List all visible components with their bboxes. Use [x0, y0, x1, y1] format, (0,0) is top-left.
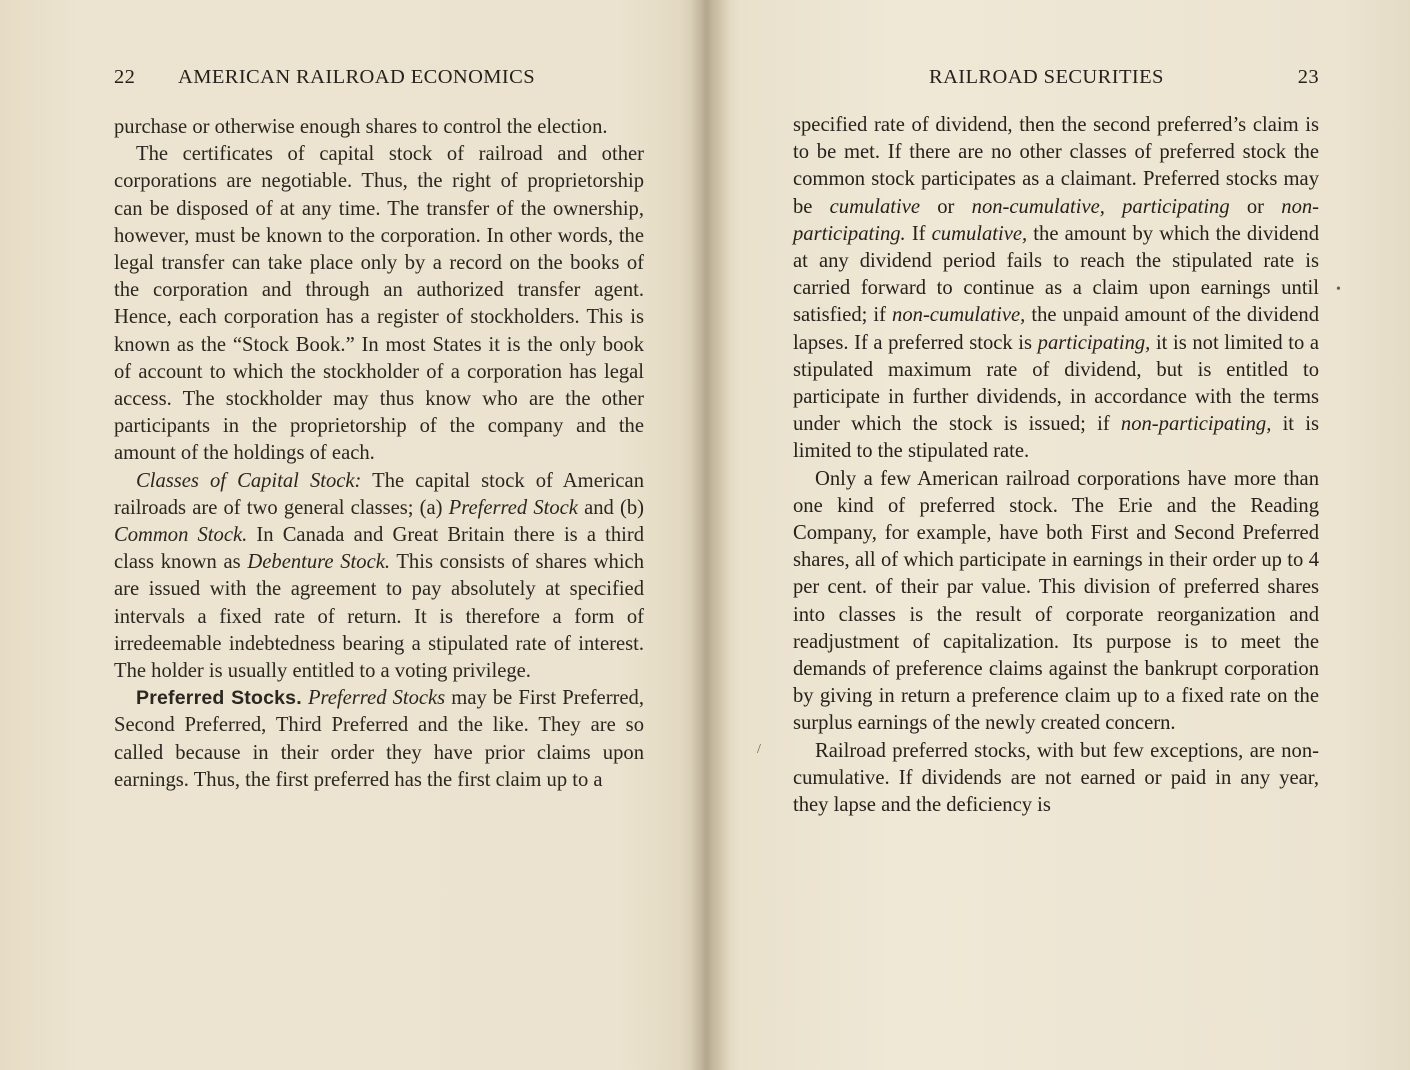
right-p1-italic-3: non-participating.	[793, 195, 1320, 245]
right-p1-text-8: it is limited to the stipulated rate.	[793, 413, 1319, 463]
left-body-text	[114, 114, 644, 794]
book-gutter	[680, 0, 730, 1070]
margin-dot: •	[1336, 282, 1341, 297]
right-paragraph-2: Only a few American railroad corporations have more than one kind of preferred stock. The Erie and the Reading Company, for example, have both First and Second Preferred shares, all of which participate in earnings in their order up to 4 per cent. of their par value. This division of preferred shares into classes is the result of corporate reorganization and readjustment of capitalization. Its purpose is to meet the demands of preference claims against the bankrupt corporation by giving in return a preference claim up to a fixed rate on the surplus earnings of the newly created concern.	[793, 467, 1319, 735]
right-p1-text-1: specified rate of dividend, then the second preferred’s claim is to be met. If there are no other classes of preferred stock the common stock participates as a claimant. Preferred stocks may be	[793, 114, 1319, 218]
right-paragraph-3: Railroad preferred stocks, with but few exceptions, are non-cumulative. If dividends are not earned or paid in any year, they lapse and the deficiency is	[793, 739, 1319, 817]
left-p3-text-1: The capital stock of American railroads are of two general classes; (a)	[114, 469, 644, 519]
right-p1-italic-2: non-cumulative, participating	[971, 195, 1230, 218]
left-paragraph-3	[114, 468, 644, 686]
right-running-head	[793, 60, 1319, 100]
right-p1-text-2: or	[920, 195, 972, 218]
left-p3-text-3: In Canada and Great Britain there is a third class known as	[114, 524, 645, 574]
right-p1-italic-4: cumulative,	[931, 222, 1028, 245]
classes-of-capital-stock-heading: Classes of Capital Stock:	[136, 469, 362, 492]
left-paragraph-2: The certificates of capital stock of railroad and other corporations are negotiable. Thus, the right of proprietorship can be disposed of at any time. The transfer of the ownership, however, must be known to the corporation. In other words, the legal transfer can take place only by a record on the books of the corporation and through an authorized transfer agent. Hence, each corporation has a register of stockholders. This is known as the “Stock Book.” In most States it is the only book of account to which the stockholder of a corporation has legal access. The stockholder may thus know who are the other participants in the proprietorship of the company and the amount of the holdings of each.	[114, 143, 644, 465]
right-p1-text-7: it is not limited to a stipulated maximum rate of dividend, but is entitled to participate in further dividends, in accordance with the terms under which the stock is issued; if	[793, 331, 1319, 436]
right-p1-text-5: the amount by which the dividend at any dividend period fails to reach the stipulated rate is carried forward to continue as a claim upon earnings until satisfied; if	[793, 222, 1319, 327]
left-page	[114, 60, 644, 794]
left-p3-italic-3: Debenture Stock.	[247, 551, 391, 574]
preferred-stocks-heading: Preferred Stocks.	[136, 687, 302, 710]
right-page-number: 23	[1297, 66, 1319, 88]
margin-tick: /	[757, 742, 761, 757]
left-p3-italic-1: Preferred Stock	[448, 496, 578, 519]
left-p3-italic-2: Common Stock.	[114, 524, 248, 547]
left-p3-text-2: and (b)	[577, 496, 644, 519]
right-page	[793, 60, 1319, 819]
left-p3-text-4: This consists of shares which are issued with the agreement to pay absolutely at specified intervals a fixed rate of return. It is therefore a form of irredeemable indebtedness bearing a stipulated rate of interest. The holder is usually entitled to a voting privilege.	[114, 551, 644, 683]
left-p4-text-1: may be First Preferred, Second Preferred, Third Preferred and the like. They are so called because in their order they have prior claims upon earnings. Thus, the first preferred has the first claim up to a	[114, 687, 644, 791]
right-p1-text-4: If	[905, 222, 932, 245]
right-running-head-title: RAILROAD SECURITIES	[929, 66, 1164, 88]
right-p1-italic-5: non-cumulative,	[892, 304, 1026, 327]
left-running-head	[114, 60, 644, 100]
right-p1-italic-6: participating,	[1037, 331, 1151, 354]
right-p1-italic-1: cumulative	[829, 195, 921, 218]
left-paragraph-1: purchase or otherwise enough shares to control the election.	[114, 116, 608, 138]
right-body-text	[793, 112, 1319, 819]
left-p4-italic-1: Preferred Stocks	[307, 687, 446, 710]
right-p1-text-6: the unpaid amount of the dividend lapses. If a preferred stock is	[793, 304, 1319, 354]
left-running-head-title: AMERICAN RAILROAD ECONOMICS	[178, 66, 536, 88]
right-paragraph-1	[793, 112, 1319, 466]
right-p1-italic-7: non-participating,	[1120, 413, 1272, 436]
right-p1-text-3: or	[1229, 195, 1282, 218]
left-paragraph-4	[114, 685, 644, 794]
left-page-number: 22	[114, 66, 136, 88]
